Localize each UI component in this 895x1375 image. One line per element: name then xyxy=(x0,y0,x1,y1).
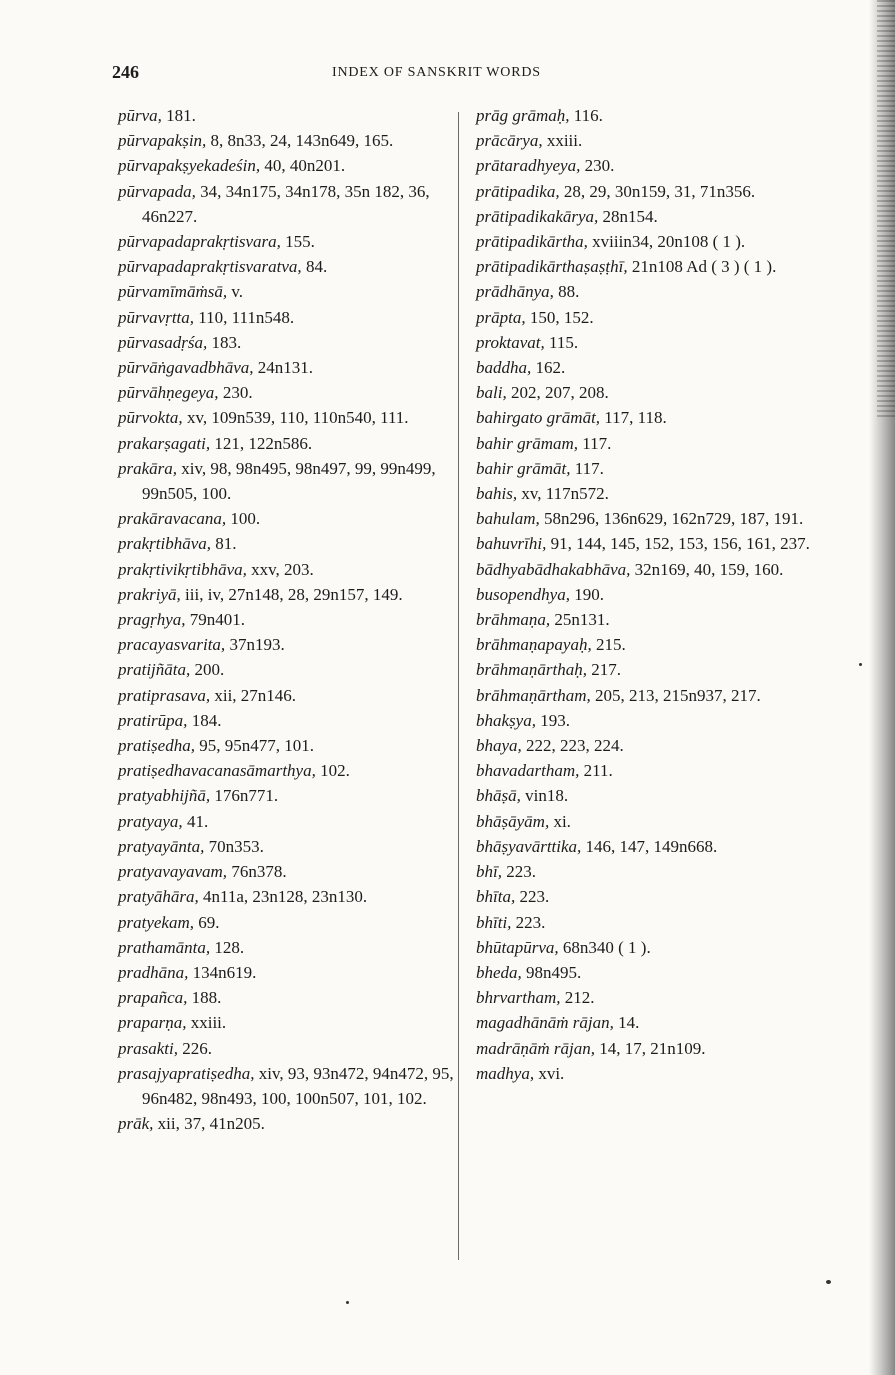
index-references: 155. xyxy=(280,232,315,252)
index-references: 115. xyxy=(544,332,579,352)
index-entry xyxy=(476,733,811,758)
index-entry xyxy=(118,557,456,582)
index-references: 117. xyxy=(570,458,604,478)
index-references: 70n353. xyxy=(204,836,264,856)
index-entry xyxy=(118,380,456,405)
index-references: 28n154. xyxy=(598,206,658,226)
index-entry xyxy=(118,103,456,128)
index-term: prātipadikakārya, xyxy=(476,206,599,226)
index-references: xv, 109n539, 110, 110n540, 111. xyxy=(182,408,409,428)
index-entry xyxy=(476,279,811,304)
index-term: bahir grāmam, xyxy=(476,433,579,453)
index-term: prasakti, xyxy=(118,1038,178,1058)
index-term: prātaradhyeya, xyxy=(476,156,581,176)
index-term: praparṇa, xyxy=(118,1013,187,1033)
index-term: magadhānāṁ rājan, xyxy=(476,1013,614,1033)
index-term: prācārya, xyxy=(476,131,543,151)
index-term: pratiṣedhavacanasāmarthya, xyxy=(118,761,316,781)
index-entry xyxy=(476,935,811,960)
index-entry xyxy=(476,506,811,531)
index-entry xyxy=(118,960,456,985)
index-term: prāg grāmaḥ, xyxy=(476,106,570,125)
index-references: 37n193. xyxy=(225,635,285,655)
index-references: xvi. xyxy=(534,1063,565,1083)
index-column-left xyxy=(118,103,456,1136)
index-references: xxiii. xyxy=(542,131,583,151)
index-references: 58n296, 136n629, 162n729, 187, 191. xyxy=(539,509,804,529)
page-number: 246 xyxy=(112,62,139,82)
index-entry xyxy=(476,859,811,884)
index-entry xyxy=(476,204,811,229)
index-references: 212. xyxy=(560,988,595,1008)
index-references: 223. xyxy=(511,912,546,932)
index-term: pratyayānta, xyxy=(118,836,205,856)
index-entry xyxy=(476,607,811,632)
running-title: INDEX OF SANSKRIT WORDS xyxy=(332,65,541,80)
index-entry xyxy=(476,103,811,128)
index-term: bhrvartham, xyxy=(476,988,561,1008)
index-references: 91, 144, 145, 152, 153, 156, 161, 237. xyxy=(546,534,810,554)
index-references: xiv, 98, 98n495, 98n497, 99, 99n499, 99n505, 100. xyxy=(142,458,436,504)
index-entry xyxy=(118,431,456,456)
index-term: pūrvokta, xyxy=(118,408,183,428)
index-references: 24n131. xyxy=(253,358,314,378)
index-entry xyxy=(118,884,456,909)
index-entry xyxy=(476,405,811,430)
index-entry xyxy=(118,910,456,935)
index-entry xyxy=(118,935,456,960)
index-references: 76n378. xyxy=(227,862,287,882)
index-term: pūrvāṅgavadbhāva, xyxy=(118,358,254,378)
index-references: 100. xyxy=(226,509,261,529)
index-term: brāhmaṇa, xyxy=(476,610,551,630)
index-entry xyxy=(476,657,811,682)
index-term: brāhmaṇārtham, xyxy=(476,685,591,705)
index-term: bahir grāmāt, xyxy=(476,458,571,478)
index-entry xyxy=(118,128,456,153)
index-references: 110, 111n548. xyxy=(194,307,295,327)
index-references: v. xyxy=(227,282,243,302)
scan-speck xyxy=(859,663,862,666)
index-references: 25n131. xyxy=(550,610,610,630)
index-references: 102. xyxy=(315,761,350,781)
index-entry xyxy=(476,985,811,1010)
index-term: bhāṣyavārttika, xyxy=(476,836,582,856)
index-term: prakāra, xyxy=(118,458,178,478)
index-references: 84. xyxy=(301,257,328,277)
index-entry xyxy=(476,1010,811,1035)
index-entry xyxy=(118,456,456,506)
index-term: prakāravacana, xyxy=(118,509,227,529)
index-references: 21n108 Ad ( 3 ) ( 1 ). xyxy=(627,257,777,277)
index-term: pratyekam, xyxy=(118,912,195,932)
index-term: prakṛtivikṛtibhāva, xyxy=(118,559,247,579)
index-term: bhavadartham, xyxy=(476,761,580,781)
index-entry xyxy=(476,884,811,909)
index-term: pratijñāta, xyxy=(118,660,191,680)
index-entry xyxy=(476,1061,811,1086)
index-entry xyxy=(118,506,456,531)
index-term: pūrvasadṛśa, xyxy=(118,332,208,352)
index-references: 117, 118. xyxy=(600,408,667,428)
index-entry xyxy=(118,1036,456,1061)
index-references: 150, 152. xyxy=(525,307,594,327)
index-entry xyxy=(118,330,456,355)
index-term: proktavat, xyxy=(476,332,545,352)
index-references: 217. xyxy=(586,660,621,680)
index-term: bhāṣāyām, xyxy=(476,811,550,831)
index-references: xii, 27n146. xyxy=(210,685,297,705)
index-term: bahirgato grāmāt, xyxy=(476,408,601,428)
index-entry xyxy=(476,128,811,153)
index-references: 117. xyxy=(578,433,612,453)
column-divider xyxy=(458,112,459,1260)
index-term: prāk, xyxy=(118,1114,154,1134)
index-references: 116. xyxy=(569,106,603,125)
index-term: bahulam, xyxy=(476,509,540,529)
index-references: 184. xyxy=(187,710,222,730)
index-references: xii, 37, 41n205. xyxy=(153,1114,265,1134)
index-entry xyxy=(476,632,811,657)
index-term: brāhmaṇapayaḥ, xyxy=(476,635,592,655)
index-references: 181. xyxy=(161,106,196,125)
index-entry xyxy=(118,632,456,657)
index-entry xyxy=(476,834,811,859)
index-entry xyxy=(118,582,456,607)
index-entry xyxy=(118,1061,456,1111)
index-term: bhīta, xyxy=(476,887,516,907)
index-references: 188. xyxy=(187,988,222,1008)
index-references: iii, iv, 27n148, 28, 29n157, 149. xyxy=(180,584,403,604)
index-entry xyxy=(476,960,811,985)
index-term: madrāṇāṁ rājan, xyxy=(476,1038,596,1058)
index-term: pratyavayavam, xyxy=(118,862,228,882)
index-references: 68n340 ( 1 ). xyxy=(558,937,651,957)
index-term: pūrvapadaprakṛtisvaratva, xyxy=(118,257,302,277)
index-entry xyxy=(476,431,811,456)
index-references: xviiin34, 20n108 ( 1 ). xyxy=(587,232,746,252)
index-term: madhya, xyxy=(476,1063,535,1083)
index-term: prakṛtibhāva, xyxy=(118,534,212,554)
index-references: 205, 213, 215n937, 217. xyxy=(590,685,761,705)
index-term: pragṛhya, xyxy=(118,610,186,630)
index-term: busopendhya, xyxy=(476,584,570,604)
index-entry xyxy=(118,305,456,330)
index-references: 88. xyxy=(553,282,580,302)
index-entry xyxy=(118,809,456,834)
index-entry xyxy=(118,683,456,708)
index-references: 28, 29, 30n159, 31, 71n356. xyxy=(559,181,756,201)
index-entry xyxy=(476,910,811,935)
index-references: 230. xyxy=(580,156,615,176)
index-entry xyxy=(118,254,456,279)
index-term: pratiṣedha, xyxy=(118,736,195,756)
index-references: 222, 223, 224. xyxy=(521,736,624,756)
index-references: 128. xyxy=(210,937,245,957)
index-entry xyxy=(476,330,811,355)
index-entry xyxy=(476,809,811,834)
index-term: prasajyapratiṣedha, xyxy=(118,1063,255,1083)
index-entry xyxy=(476,683,811,708)
index-term: bādhyabādhakabhāva, xyxy=(476,559,631,579)
index-term: bahis, xyxy=(476,484,518,504)
index-term: pratiprasava, xyxy=(118,685,211,705)
index-references: 8, 8n33, 24, 143n649, 165. xyxy=(206,131,394,151)
index-entry xyxy=(118,355,456,380)
index-references: 183. xyxy=(207,332,242,352)
index-term: bheda, xyxy=(476,962,522,982)
index-references: xxiii. xyxy=(186,1013,227,1033)
index-term: pūrvapada, xyxy=(118,181,196,201)
index-references: 32n169, 40, 159, 160. xyxy=(630,559,784,579)
index-entry xyxy=(476,481,811,506)
index-term: bhī, xyxy=(476,862,502,882)
index-references: 14. xyxy=(613,1013,640,1033)
index-entry xyxy=(118,405,456,430)
index-references: xi. xyxy=(549,811,571,831)
index-term: prapañca, xyxy=(118,988,188,1008)
index-references: vin18. xyxy=(520,786,569,806)
index-references: 40, 40n201. xyxy=(260,156,346,176)
index-entry xyxy=(476,456,811,481)
index-references: 41. xyxy=(182,811,209,831)
index-references: 215. xyxy=(591,635,626,655)
index-references: 190. xyxy=(569,584,604,604)
index-references: 81. xyxy=(211,534,237,554)
index-term: pūrva, xyxy=(118,106,162,125)
index-term: prāpta, xyxy=(476,307,526,327)
index-term: brāhmaṇārthaḥ, xyxy=(476,660,587,680)
index-term: prathamānta, xyxy=(118,937,211,957)
index-entry xyxy=(118,783,456,808)
index-references: 223. xyxy=(501,862,536,882)
index-entry xyxy=(118,859,456,884)
index-term: bhūtapūrva, xyxy=(476,937,559,957)
index-term: bhīti, xyxy=(476,912,512,932)
index-term: pracayasvarita, xyxy=(118,635,226,655)
index-entry xyxy=(118,733,456,758)
index-entry xyxy=(476,783,811,808)
index-entry xyxy=(476,708,811,733)
index-entry xyxy=(476,380,811,405)
index-term: pratirūpa, xyxy=(118,710,188,730)
index-term: pūrvamīmāṁsā, xyxy=(118,282,228,302)
index-entry xyxy=(476,355,811,380)
index-references: 79n401. xyxy=(185,610,246,630)
index-references: 176n771. xyxy=(210,786,279,806)
index-entry xyxy=(118,758,456,783)
index-references: 200. xyxy=(190,660,225,680)
index-references: 98n495. xyxy=(521,962,582,982)
index-entry xyxy=(118,179,456,229)
index-references: 4n11a, 23n128, 23n130. xyxy=(198,887,368,907)
index-references: 202, 207, 208. xyxy=(506,383,609,403)
scan-speck xyxy=(346,1301,349,1304)
index-entry xyxy=(476,582,811,607)
index-references: 121, 122n586. xyxy=(210,433,313,453)
index-term: prātipadikārthaṣaṣṭhī, xyxy=(476,257,628,277)
index-references: 223. xyxy=(515,887,550,907)
index-entry xyxy=(118,985,456,1010)
index-references: 230. xyxy=(218,383,253,403)
index-term: prakarṣagati, xyxy=(118,433,211,453)
index-entry xyxy=(476,305,811,330)
index-references: 211. xyxy=(579,761,613,781)
index-term: bhakṣya, xyxy=(476,710,536,730)
index-term: pratyāhāra, xyxy=(118,887,199,907)
index-references: 193. xyxy=(535,710,570,730)
index-term: pradhāna, xyxy=(118,962,189,982)
index-term: pūrvapakṣin, xyxy=(118,131,207,151)
scan-speck xyxy=(826,1280,831,1284)
index-entry xyxy=(118,531,456,556)
index-term: pūrvapakṣyekadeśin, xyxy=(118,156,261,176)
index-entry xyxy=(476,254,811,279)
index-term: pratyabhijñā, xyxy=(118,786,211,806)
index-entry xyxy=(476,1036,811,1061)
index-term: baddha, xyxy=(476,358,532,378)
scan-noise xyxy=(877,0,895,420)
page-header xyxy=(112,62,612,86)
index-references: 226. xyxy=(177,1038,212,1058)
index-entry xyxy=(118,657,456,682)
index-term: prātipadika, xyxy=(476,181,560,201)
index-entry xyxy=(118,708,456,733)
index-references: 162. xyxy=(531,358,566,378)
index-references: 14, 17, 21n109. xyxy=(595,1038,706,1058)
index-term: bhāṣā, xyxy=(476,786,521,806)
index-entry xyxy=(118,279,456,304)
index-term: prādhānya, xyxy=(476,282,554,302)
index-entry xyxy=(118,1111,456,1136)
index-references: xv, 117n572. xyxy=(517,484,609,504)
index-references: xxv, 203. xyxy=(246,559,314,579)
index-entry xyxy=(476,229,811,254)
index-column-right xyxy=(476,103,811,1086)
index-entry xyxy=(118,834,456,859)
index-references: 69. xyxy=(194,912,220,932)
index-entry xyxy=(118,153,456,178)
index-term: bhaya, xyxy=(476,736,522,756)
index-entry xyxy=(476,153,811,178)
index-references: 34, 34n175, 34n178, 35n 182, 36, 46n227. xyxy=(142,181,430,226)
index-term: pūrvāhṇegeya, xyxy=(118,383,219,403)
index-references: 95, 95n477, 101. xyxy=(194,736,314,756)
index-entry xyxy=(476,557,811,582)
index-term: prakriyā, xyxy=(118,584,181,604)
index-term: pūrvapadaprakṛtisvara, xyxy=(118,232,281,252)
index-entry xyxy=(118,607,456,632)
index-term: pūrvavṛtta, xyxy=(118,307,195,327)
index-entry xyxy=(476,531,811,556)
index-entry xyxy=(118,229,456,254)
index-references: 134n619. xyxy=(188,962,257,982)
index-entry xyxy=(476,179,811,204)
index-entry xyxy=(118,1010,456,1035)
index-term: bahuvrīhi, xyxy=(476,534,547,554)
index-term: bali, xyxy=(476,383,507,403)
index-references: 146, 147, 149n668. xyxy=(581,836,718,856)
index-entry xyxy=(476,758,811,783)
index-references: xiv, 93, 93n472, 94n472, 95, 96n482, 98n493, 100, 100n507, 101, 102. xyxy=(142,1063,454,1108)
index-term: prātipadikārtha, xyxy=(476,232,588,252)
index-term: pratyaya, xyxy=(118,811,183,831)
